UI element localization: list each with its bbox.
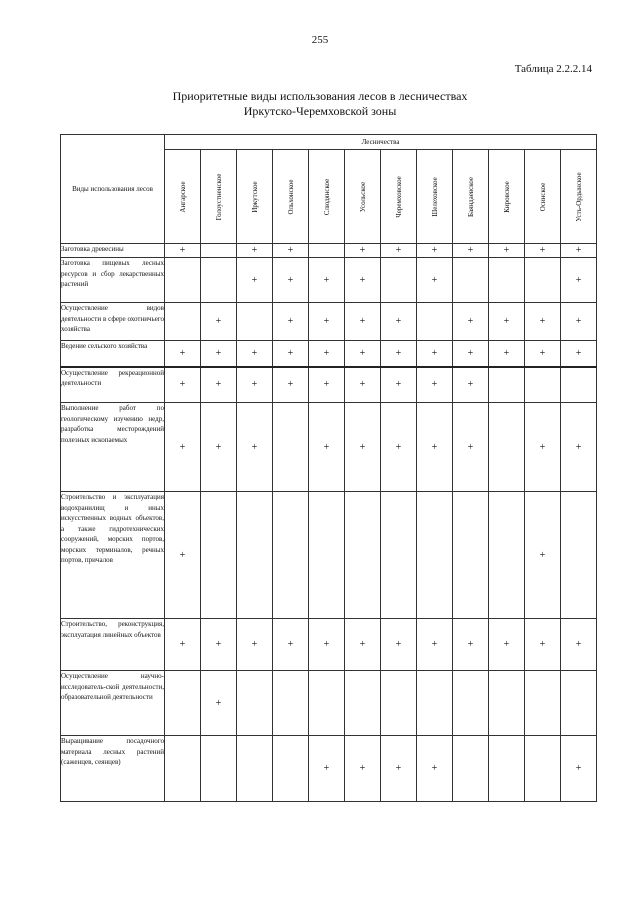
mark-cell [561, 671, 597, 736]
table-row [61, 303, 597, 341]
mark-cell: + [309, 619, 345, 671]
mark-cell: + [273, 303, 309, 341]
mark-cell [489, 403, 525, 492]
column-header-label: Осинское [538, 182, 547, 211]
mark-cell: + [165, 619, 201, 671]
column-header [165, 150, 201, 244]
column-header [309, 150, 345, 244]
mark-cell: + [417, 244, 453, 258]
mark-cell [165, 303, 201, 341]
column-header [237, 150, 273, 244]
column-header [453, 150, 489, 244]
table-row [61, 258, 597, 303]
mark-cell: + [381, 736, 417, 802]
column-header-label: Ольхонское [286, 178, 295, 215]
mark-cell [237, 736, 273, 802]
mark-cell [381, 492, 417, 619]
mark-cell: + [237, 244, 273, 258]
mark-cell [273, 736, 309, 802]
table-row [61, 341, 597, 367]
mark-cell: + [453, 367, 489, 403]
mark-cell: + [381, 244, 417, 258]
mark-cell: + [309, 258, 345, 303]
mark-cell: + [453, 303, 489, 341]
mark-cell: + [165, 341, 201, 367]
mark-cell: + [561, 619, 597, 671]
activity-cell: Осуществление видов деятельности в сфере охотничьего хозяйства [61, 303, 165, 341]
mark-cell: + [525, 303, 561, 341]
mark-cell [237, 303, 273, 341]
mark-cell: + [309, 303, 345, 341]
mark-cell: + [489, 244, 525, 258]
column-header [345, 150, 381, 244]
mark-cell [309, 492, 345, 619]
mark-cell: + [345, 403, 381, 492]
mark-cell [165, 671, 201, 736]
mark-cell: + [345, 258, 381, 303]
mark-cell: + [201, 303, 237, 341]
mark-cell [525, 736, 561, 802]
mark-cell [273, 403, 309, 492]
mark-cell [201, 244, 237, 258]
mark-cell [201, 492, 237, 619]
mark-cell: + [561, 244, 597, 258]
table-label: Таблица 2.2.2.14 [514, 63, 592, 75]
mark-cell: + [417, 367, 453, 403]
mark-cell [525, 671, 561, 736]
mark-cell: + [345, 341, 381, 367]
table-row [61, 367, 597, 403]
column-header-label: Иркутское [250, 180, 259, 213]
mark-cell [201, 736, 237, 802]
column-header-label: Кировское [502, 180, 511, 213]
title-line-1: Приоритетные виды использования лесов в лесничествах [172, 89, 468, 103]
mark-cell [489, 671, 525, 736]
mark-cell: + [489, 303, 525, 341]
column-header [561, 150, 597, 244]
mark-cell: + [525, 341, 561, 367]
column-header [381, 150, 417, 244]
mark-cell [453, 258, 489, 303]
column-header-label: Ангарское [178, 180, 187, 213]
mark-cell: + [417, 341, 453, 367]
mark-cell: + [273, 367, 309, 403]
mark-cell: + [525, 492, 561, 619]
mark-cell [417, 303, 453, 341]
page-number: 255 [311, 34, 329, 46]
mark-cell: + [525, 619, 561, 671]
mark-cell: + [561, 736, 597, 802]
mark-cell [309, 244, 345, 258]
mark-cell: + [165, 492, 201, 619]
mark-cell [417, 671, 453, 736]
mark-cell: + [561, 341, 597, 367]
mark-cell: + [273, 244, 309, 258]
column-header [201, 150, 237, 244]
column-header-label: Усть-Ордынское [574, 171, 583, 222]
mark-cell: + [453, 619, 489, 671]
mark-cell: + [201, 341, 237, 367]
mark-cell [309, 671, 345, 736]
column-header [417, 150, 453, 244]
table-body [61, 244, 597, 802]
mark-cell [201, 258, 237, 303]
mark-cell [561, 367, 597, 403]
mark-cell [453, 736, 489, 802]
mark-cell: + [273, 258, 309, 303]
mark-cell [381, 258, 417, 303]
mark-cell: + [309, 341, 345, 367]
mark-cell: + [309, 367, 345, 403]
activity-cell: Выращивание посадочного материала лесных растений (саженцев, сеянцев) [61, 736, 165, 802]
mark-cell [453, 671, 489, 736]
column-header-label: Слюдянское [322, 178, 331, 215]
mark-cell [345, 671, 381, 736]
mark-cell: + [381, 341, 417, 367]
table-row [61, 492, 597, 619]
mark-cell: + [237, 403, 273, 492]
activity-cell: Строительство, реконструкция, эксплуатация линейных объектов [61, 619, 165, 671]
mark-cell [525, 258, 561, 303]
mark-cell: + [201, 671, 237, 736]
mark-cell: + [417, 619, 453, 671]
mark-cell: + [237, 367, 273, 403]
activity-cell: Выполнение работ по геологическому изучению недр, разработка месторождений полезных ископаемых [61, 403, 165, 492]
mark-cell: + [345, 367, 381, 403]
mark-cell: + [417, 403, 453, 492]
column-header [273, 150, 309, 244]
column-header-label: Голоустненское [214, 173, 223, 220]
mark-cell: + [345, 736, 381, 802]
forest-use-table [60, 134, 597, 802]
mark-cell: + [381, 403, 417, 492]
mark-cell: + [273, 341, 309, 367]
mark-cell [453, 492, 489, 619]
mark-cell [561, 492, 597, 619]
mark-cell: + [309, 736, 345, 802]
table-row [61, 403, 597, 492]
mark-cell [525, 367, 561, 403]
mark-cell [237, 492, 273, 619]
mark-cell: + [165, 403, 201, 492]
table-row [61, 244, 597, 258]
table-row [61, 736, 597, 802]
mark-cell: + [201, 403, 237, 492]
mark-cell [417, 492, 453, 619]
mark-cell: + [237, 619, 273, 671]
mark-cell: + [561, 403, 597, 492]
mark-cell [489, 258, 525, 303]
forestries-header: Лесничества [165, 135, 597, 150]
mark-cell: + [165, 367, 201, 403]
column-header-label: Черемховское [394, 175, 403, 218]
mark-cell: + [237, 341, 273, 367]
mark-cell [345, 492, 381, 619]
mark-cell: + [561, 303, 597, 341]
activity-cell: Ведение сельского хозяйства [61, 341, 165, 367]
activity-cell: Осуществление рекреационной деятельности [61, 367, 165, 403]
mark-cell: + [417, 258, 453, 303]
mark-cell [165, 258, 201, 303]
mark-cell: + [489, 341, 525, 367]
mark-cell: + [345, 244, 381, 258]
mark-cell [489, 492, 525, 619]
mark-cell: + [525, 403, 561, 492]
mark-cell [273, 671, 309, 736]
mark-cell [489, 736, 525, 802]
column-header [525, 150, 561, 244]
mark-cell [237, 671, 273, 736]
row-header: Виды использования лесов [61, 135, 165, 244]
mark-cell: + [417, 736, 453, 802]
mark-cell: + [345, 619, 381, 671]
mark-cell: + [165, 244, 201, 258]
mark-cell [165, 736, 201, 802]
mark-cell: + [525, 244, 561, 258]
column-header-label: Усольское [358, 181, 367, 212]
activity-cell: Заготовка древесины [61, 244, 165, 258]
mark-cell: + [453, 244, 489, 258]
table-title [0, 89, 640, 119]
column-header-label: Баяндаевское [466, 176, 475, 217]
mark-cell: + [201, 619, 237, 671]
mark-cell: + [381, 619, 417, 671]
column-header [489, 150, 525, 244]
mark-cell: + [309, 403, 345, 492]
table-row [61, 619, 597, 671]
title-line-2: Иркутско-Черемховской зоны [243, 104, 397, 118]
mark-cell: + [489, 619, 525, 671]
mark-cell: + [381, 367, 417, 403]
activity-cell: Заготовка пищевых лесных ресурсов и сбор лекарственных растений [61, 258, 165, 303]
mark-cell: + [237, 258, 273, 303]
table-row [61, 671, 597, 736]
mark-cell [381, 671, 417, 736]
column-header-label: Шелеховское [430, 176, 439, 217]
mark-cell: + [345, 303, 381, 341]
mark-cell: + [561, 258, 597, 303]
mark-cell: + [273, 619, 309, 671]
mark-cell: + [201, 367, 237, 403]
mark-cell [489, 367, 525, 403]
activity-cell: Строительство и эксплуатация водохранилищ и иных искусственных водных объектов, а также гидротехнических сооружений, морских портов, морских терминалов, речных портов, причалов [61, 492, 165, 619]
mark-cell: + [453, 403, 489, 492]
mark-cell [273, 492, 309, 619]
activity-cell: Осуществление научно-исследователь-ской деятельности, образовательной деятельности [61, 671, 165, 736]
mark-cell: + [453, 341, 489, 367]
mark-cell: + [381, 303, 417, 341]
